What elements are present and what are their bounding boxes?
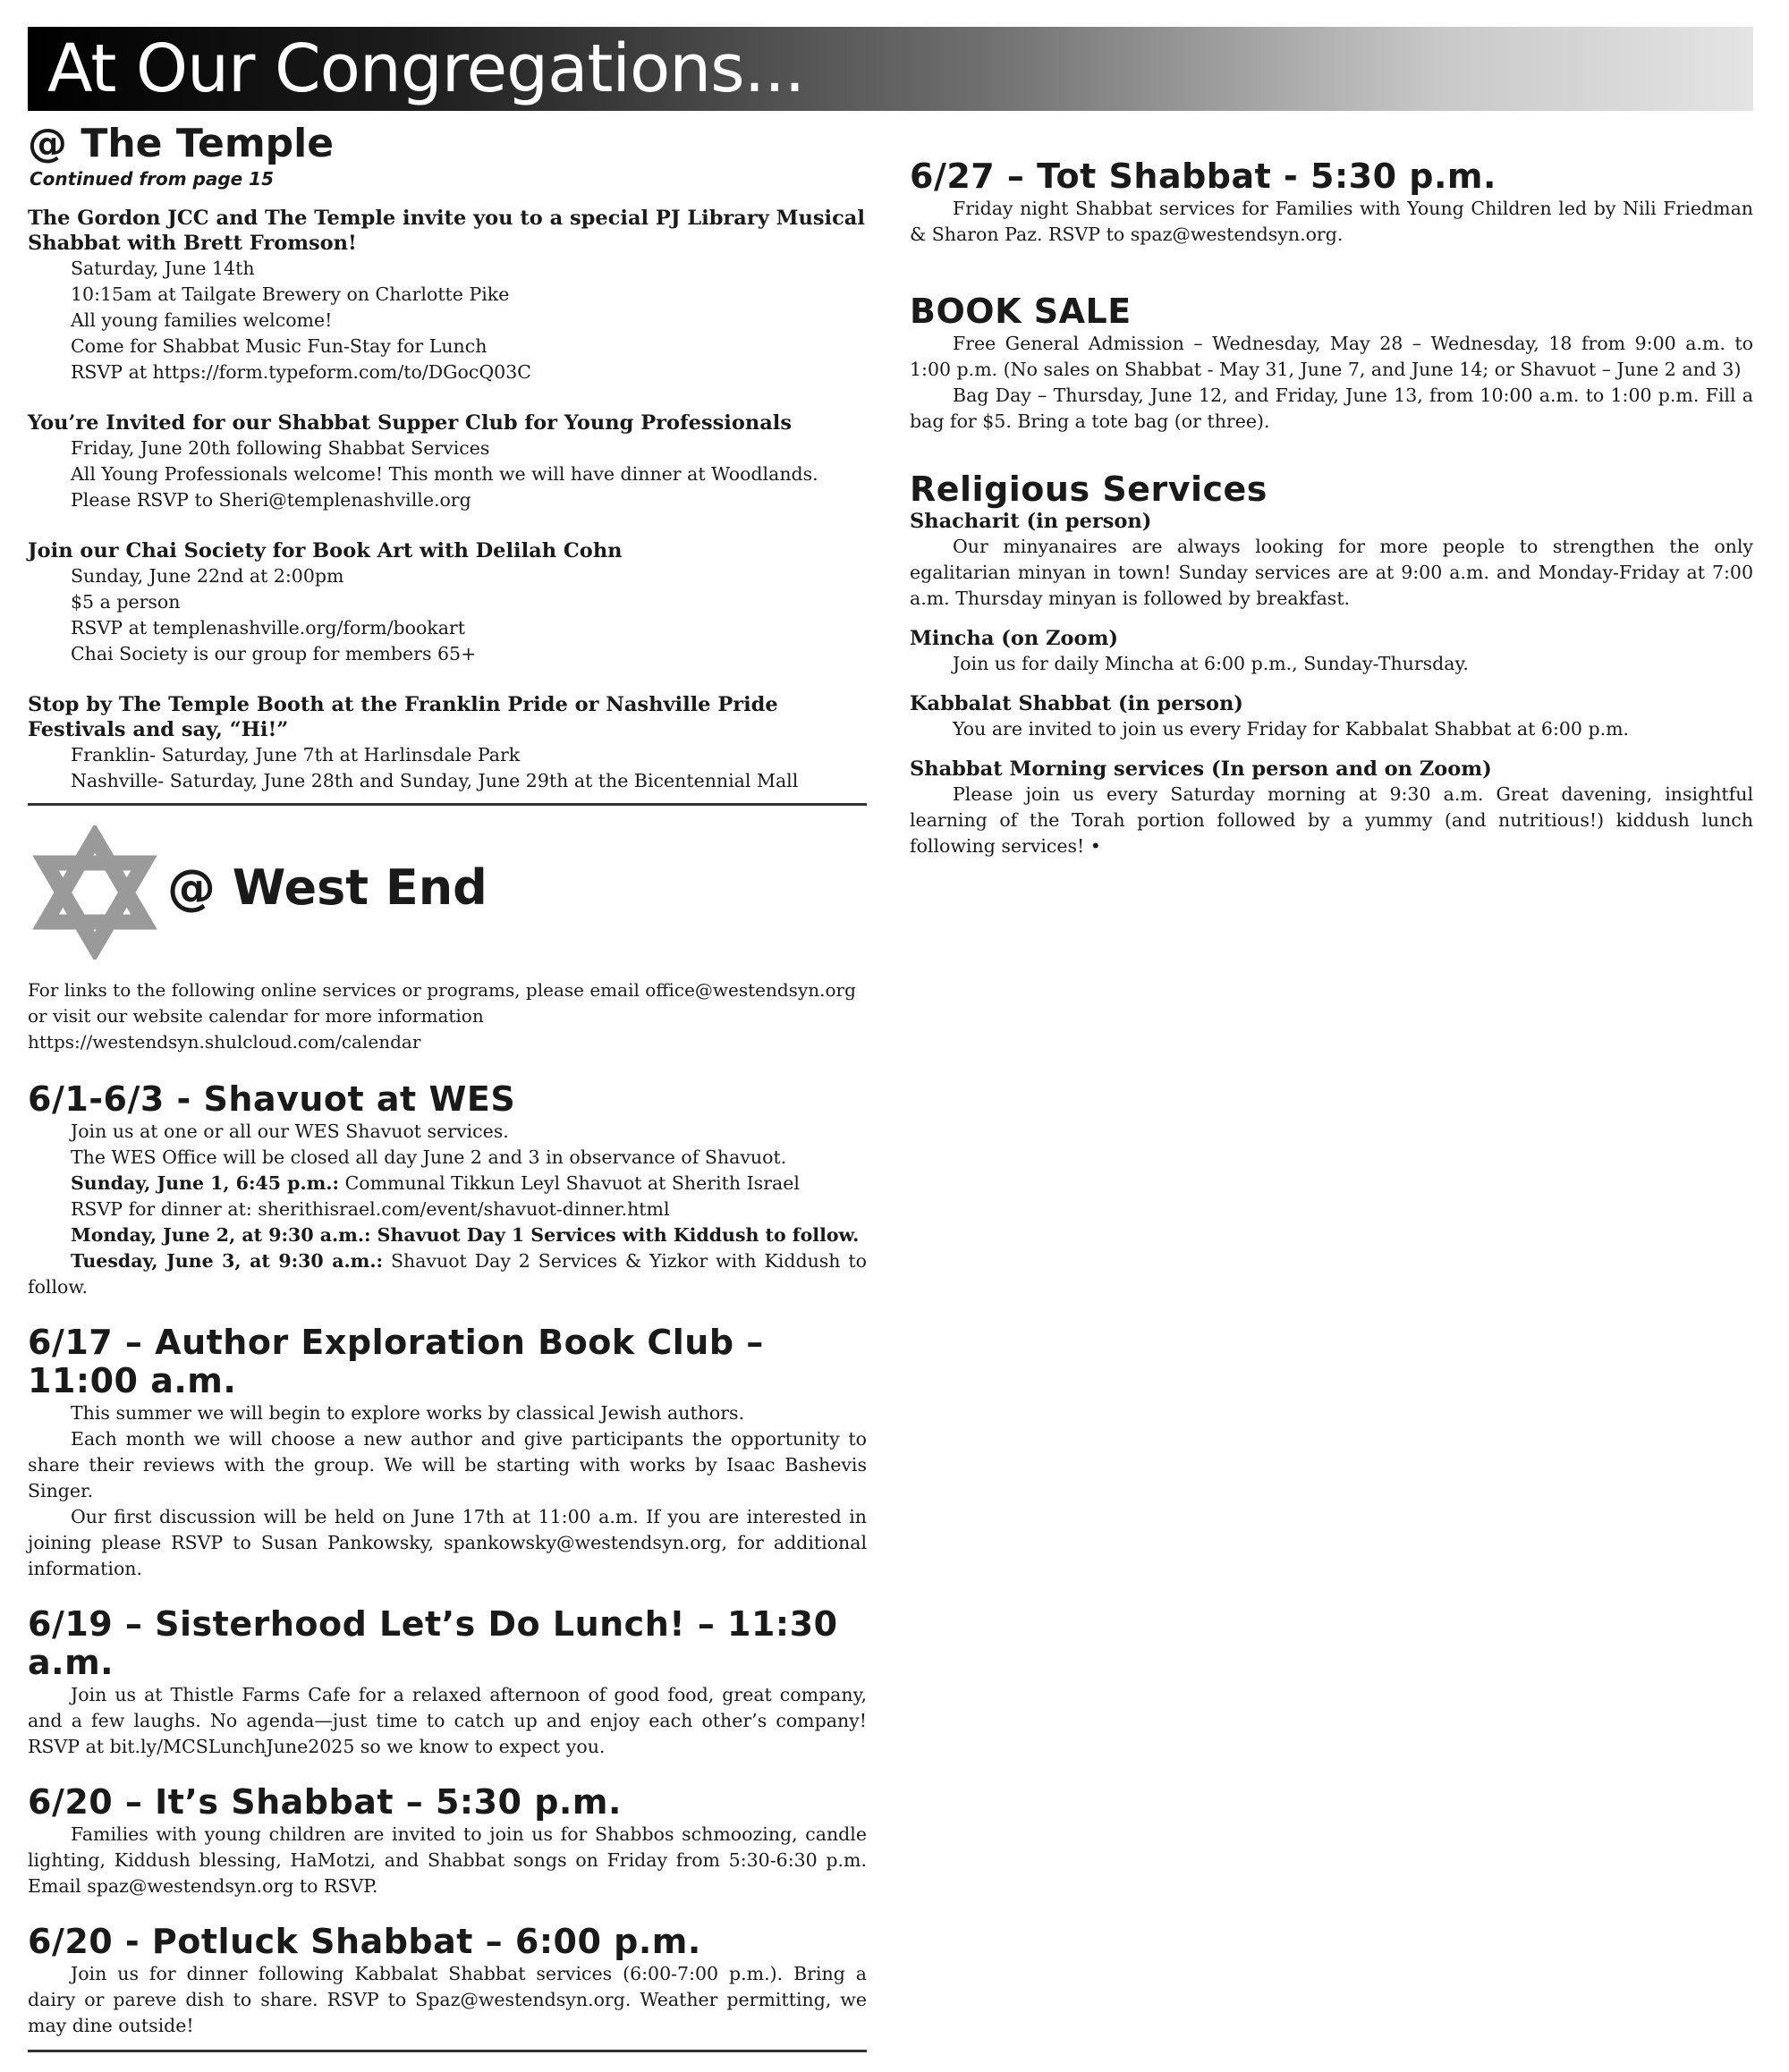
temple-item — [28, 692, 867, 794]
event-title: 6/20 – It’s Shabbat – 5:30 p.m. — [28, 1782, 622, 1822]
service-title: Kabbalat Shabbat (in person) — [910, 692, 1243, 715]
event-title: 6/20 - Potluck Shabbat – 6:00 p.m. — [28, 1922, 701, 1961]
temple-item-lines — [28, 742, 867, 794]
event-line: Monday, June 2, at 9:30 a.m.: Shavuot Day 1 Services with Kiddush to follow. — [71, 1224, 860, 1246]
event-book-sale — [910, 292, 1753, 435]
temple-item — [28, 206, 867, 385]
service-item — [910, 509, 1753, 612]
event-title: BOOK SALE — [910, 292, 1132, 331]
event-paragraph: Free General Admission – Wednesday, May 28 – Wednesday, 18 from 9:00 a.m. to 1:00 p.m. (No sales on Shabbat - May 31, June 7, and June 14; or Shavuot – June 2 and 3) — [910, 333, 1753, 380]
temple-item-line: Franklin- Saturday, June 7th at Harlinsdale Park — [71, 744, 521, 765]
event-line-text: Communal Tikkun Leyl Shavuot at Sherith Israel — [339, 1172, 800, 1194]
event-paragraph: Our first discussion will be held on June 17th at 11:00 a.m. If you are interested in joining please RSVP to Susan Pankowsky, spankowsky@westendsyn.org, for additional information. — [28, 1506, 867, 1579]
event-line-text: Shavuot Day 2 Services & Yizkor with Kiddush to follow. — [28, 1250, 867, 1298]
religious-services — [910, 470, 1753, 859]
page-banner — [28, 27, 1753, 111]
banner-title: At Our Congregations... — [47, 30, 805, 107]
temple-item — [28, 410, 867, 513]
event-line-bold: Tuesday, June 3, at 9:30 a.m.: — [71, 1250, 384, 1272]
temple-item-title: The Gordon JCC and The Temple invite you to a special PJ Library Musical Shabbat with Brett Fromson! — [28, 207, 865, 255]
event-paragraph: Friday night Shabbat services for Families with Young Children led by Nili Friedman & Sharon Paz. RSVP to spaz@westendsyn.org. — [910, 198, 1753, 245]
event-sisterhood — [28, 1605, 867, 1760]
service-title: Shabbat Morning services (In person and on Zoom) — [910, 757, 1492, 781]
event-line: The WES Office will be closed all day June 2 and 3 in observance of Shavuot. — [71, 1146, 787, 1168]
west-end-intro: For links to the following online services or programs, please email office@westendsyn.org or visit our website calendar for more information https://westendsyn.shulcloud.com/calendar — [28, 979, 856, 1053]
event-paragraph: Families with young children are invited to join us for Shabbos schmoozing, candle lighting, Kiddush blessing, HaMotzi, and Shabbat songs on Friday from 5:30-6:30 p.m. Email spaz@westendsyn.org to RSVP. — [28, 1823, 867, 1897]
event-paragraph: This summer we will begin to explore works by classical Jewish authors. — [71, 1402, 745, 1424]
temple-item-title: Stop by The Temple Booth at the Franklin Pride or Nashville Pride Festivals and say, “Hi!” — [28, 693, 778, 741]
event-paragraph: Join us at Thistle Farms Cafe for a relaxed afternoon of good food, great company, and a few laughs. No agenda—just time to catch up and enjoy each other’s company! RSVP at bit.ly/MCSLunchJune2025 so we know to expect you. — [28, 1684, 867, 1757]
temple-item — [28, 538, 867, 667]
temple-item-line: RSVP at https://form.typeform.com/to/DGocQ03C — [71, 361, 531, 383]
temple-item-line: All young families welcome! — [71, 309, 333, 331]
event-its-shabbat — [28, 1783, 867, 1899]
event-paragraph: Each month we will choose a new author and give participants the opportunity to share their reviews with the group. We will be starting with works by Isaac Bashevis Singer. — [28, 1428, 867, 1501]
star-of-david-icon — [28, 825, 162, 960]
event-paragraph: Join us for dinner following Kabbalat Shabbat services (6:00-7:00 p.m.). Bring a dairy or pareve dish to share. RSVP to Spaz@westendsyn.org. Weather permitting, we may dine outside! — [28, 1963, 867, 2036]
west-end-heading: @ West End — [167, 859, 488, 916]
event-title: Religious Services — [910, 469, 1268, 509]
event-title: 6/27 – Tot Shabbat - 5:30 p.m. — [910, 156, 1496, 196]
event-line — [28, 1171, 867, 1197]
event-line: Join us at one or all our WES Shavuot services. — [71, 1121, 509, 1142]
event-shavuot — [28, 1080, 867, 1300]
service-item — [910, 626, 1753, 677]
event-title: 6/1-6/3 - Shavuot at WES — [28, 1079, 516, 1119]
temple-item-lines — [28, 563, 867, 667]
event-tot-shabbat — [910, 157, 1753, 248]
service-item — [910, 757, 1753, 859]
temple-item-line: Saturday, June 14th — [71, 258, 255, 279]
event-book-club — [28, 1324, 867, 1582]
event-potluck — [28, 1923, 867, 2039]
event-line: RSVP for dinner at: sherithisrael.com/event/shavuot-dinner.html — [71, 1198, 670, 1220]
event-lines — [28, 1119, 867, 1248]
temple-item-line: Sunday, June 22nd at 2:00pm — [71, 565, 344, 587]
temple-item-line: Chai Society is our group for members 65+ — [71, 643, 477, 664]
west-end-header — [28, 825, 867, 960]
service-description: Our minyanaires are always looking for more people to strengthen the only egalitarian minyan in town! Sunday services are at 9:00 a.m. and Monday-Friday at 7:00 a.m. Thursday minyan is followed by breakfast. — [910, 536, 1753, 609]
temple-item-lines — [28, 256, 867, 385]
temple-item-line: Come for Shabbat Music Fun-Stay for Lunch — [71, 335, 488, 357]
event-line — [28, 1248, 867, 1300]
temple-item-lines — [28, 436, 867, 513]
temple-item-title: Join our Chai Society for Book Art with Delilah Cohn — [28, 539, 623, 562]
service-description: Join us for daily Mincha at 6:00 p.m., Sunday-Thursday. — [953, 653, 1469, 674]
temple-item-line: 10:15am at Tailgate Brewery on Charlotte Pike — [71, 283, 510, 305]
temple-item-line: All Young Professionals welcome! This month we will have dinner at Woodlands. — [71, 463, 818, 485]
right-column — [910, 122, 1753, 883]
temple-item-line: Friday, June 20th following Shabbat Services — [71, 437, 490, 459]
event-line-bold: Sunday, June 1, 6:45 p.m.: — [71, 1172, 340, 1194]
event-title: 6/19 – Sisterhood Let’s Do Lunch! – 11:30 a.m. — [28, 1604, 838, 1682]
event-title: 6/17 – Author Exploration Book Club – 11:00 a.m. — [28, 1323, 764, 1400]
section-divider — [28, 803, 867, 806]
event-paragraph: Bag Day – Thursday, June 12, and Friday, June 13, from 10:00 a.m. to 1:00 p.m. Fill a bag for $5. Bring a tote bag (or three). — [910, 385, 1753, 432]
service-item — [910, 691, 1753, 742]
section-divider — [28, 2050, 867, 2052]
temple-heading: @ The Temple — [28, 121, 335, 166]
temple-item-title: You’re Invited for our Shabbat Supper Club for Young Professionals — [28, 411, 793, 435]
temple-item-line: $5 a person — [71, 591, 181, 613]
temple-item-line: Please RSVP to Sheri@templenashville.org — [71, 489, 471, 511]
temple-item-line: RSVP at templenashville.org/form/bookart — [71, 617, 465, 639]
service-title: Mincha (on Zoom) — [910, 627, 1119, 650]
service-description: Please join us every Saturday morning at 9:30 a.m. Great davening, insightful learning of the Torah portion followed by a yummy (and nutritious!) kiddush lunch following services! • — [910, 783, 1753, 857]
continued-note: Continued from page 15 — [30, 168, 274, 190]
service-description: You are invited to join us every Friday for Kabbalat Shabbat at 6:00 p.m. — [953, 718, 1630, 740]
left-column — [28, 122, 867, 2072]
temple-item-line: Nashville- Saturday, June 28th and Sunday, June 29th at the Bicentennial Mall — [71, 770, 799, 791]
service-title: Shacharit (in person) — [910, 510, 1152, 533]
